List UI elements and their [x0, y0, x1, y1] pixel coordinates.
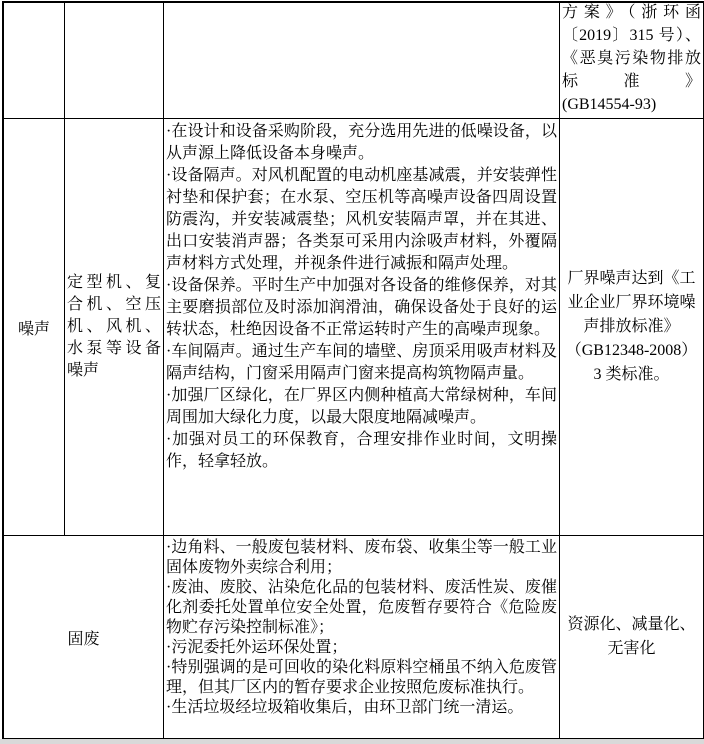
solid-waste-category-cell — [4, 536, 163, 738]
page-bottom-edge — [0, 739, 704, 744]
noise-measures-cell — [164, 119, 559, 535]
noise-category-label: 噪声 — [17, 320, 50, 338]
solid-waste-measure-paragraph: ·生活垃圾经垃圾箱收集后，由环卫部门统一清运。 — [166, 699, 524, 716]
noise-measure-paragraph: ·设备保养。平时生产中加强对各设备的维修保养，对其主要磨损部位及时添加润滑油，确保设备处于良好的运转状态，杜绝因设备不正常运转时产生的高噪声现象。 — [166, 277, 557, 338]
noise-standard-cell — [560, 119, 703, 535]
standard-text-line: 〔2019〕315 号）、 — [562, 27, 701, 44]
solid-waste-measure-paragraph: ·污泥委托外运环保处置； — [166, 639, 348, 656]
continuation-standard-cell — [560, 3, 703, 118]
solid-waste-measure-paragraph: ·废油、废胶、沾染危化品的包装材料、废活性炭、废催化剂委托处置单位安全处置，危废暂存要符合《危险废物贮存污染控制标准》； — [166, 579, 557, 636]
solid-waste-measure-paragraph: ·边角料、一般废包装材料、废布袋、收集尘等一般工业固体废物外卖综合利用； — [166, 539, 557, 576]
continuation-source-cell — [65, 3, 163, 118]
noise-category-cell — [4, 119, 64, 535]
continuation-category-cell — [4, 3, 64, 118]
noise-measure-paragraph: ·设备隔声。对风机配置的电动机座基减震，并安装弹性衬垫和保护套；在水泵、空压机等高噪声设备四周设置防震沟，并安装减震垫；风机安装隔声罩，并在其进、出口安装消声器；各类泵可采用内涂吸声材料，外覆隔声材料方式处理，并视条件进行减振和隔声处理。 — [166, 167, 557, 272]
noise-source-text: 定型机、复合机、空压机、风机、水泵等设备噪声 — [67, 274, 161, 379]
solid-waste-category-label: 固废 — [67, 630, 100, 648]
noise-measure-paragraph: ·加强厂区绿化，在厂界区内侧种植高大常绿树种，车间周围加大绿化力度，以最大限度地隔减噪声。 — [166, 387, 557, 426]
solid-waste-standard-cell — [560, 536, 703, 738]
standard-text-line: (GB14554-93) — [562, 96, 657, 113]
standard-text-line: 方案》（浙环函 — [562, 4, 701, 21]
standard-text-line: 《恶臭污染物排放 — [562, 50, 701, 67]
solid-waste-standard-text: 资源化、减量化、无害化 — [567, 616, 696, 657]
solid-waste-measure-paragraph: ·特别强调的是可回收的染化料原料空桶虽不纳入危废管理，但其厂区内的暂存要求企业按照危废标准执行。 — [166, 659, 557, 696]
noise-measure-paragraph: ·在设计和设备采购阶段，充分选用先进的低噪设备，以从声源上降低设备本身噪声。 — [166, 123, 557, 162]
noise-measure-paragraph: ·加强对员工的环保教育，合理安排作业时间，文明操作，轻拿轻放。 — [166, 431, 557, 470]
noise-measure-paragraph: ·车间隔声。通过生产车间的墙壁、房顶采用吸声材料及隔声结构，门窗采用隔声门窗来提高构筑物隔声量。 — [166, 343, 557, 382]
environmental-measures-table — [2, 1, 704, 740]
noise-standard-text: 厂界噪声达到《工业企业厂界环境噪声排放标准》（GB12348-2008）3 类标准。 — [565, 270, 698, 383]
noise-source-cell — [65, 119, 163, 535]
standard-text-line: 标准》 — [562, 73, 701, 90]
continuation-measures-cell — [164, 3, 559, 118]
solid-waste-measures-cell — [164, 536, 559, 738]
